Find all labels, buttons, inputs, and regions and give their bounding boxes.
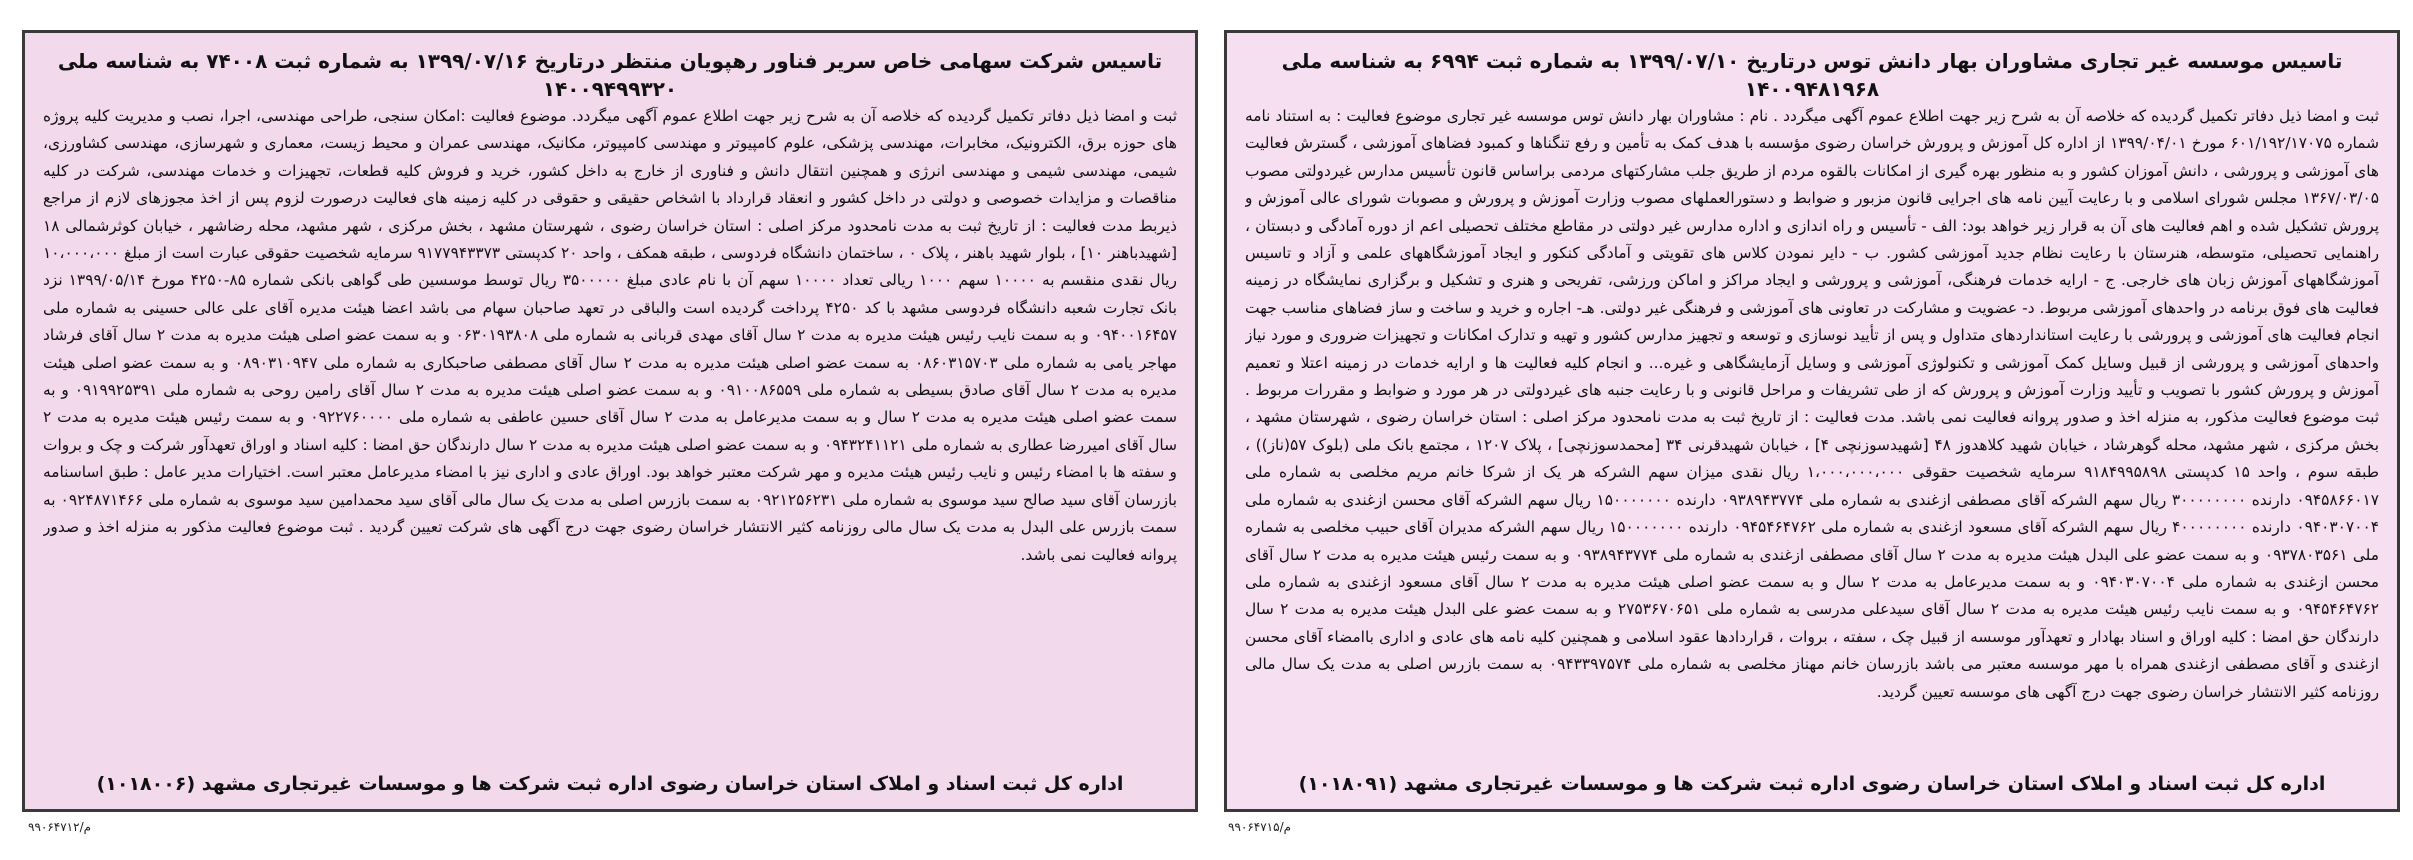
notice-left-title: تاسیس شرکت سهامی خاص سریر فناور رهپویان منتظر درتاریخ ۱۳۹۹/۰۷/۱۶ به شماره ثبت ۷۴۰۰۸ به شناسه ملی ۱۴۰۰۹۴۹۹۳۲۰ (57, 49, 1163, 101)
page-code-left: م/۹۹۰۶۴۷۱۲ (28, 820, 92, 834)
notice-right-body: ثبت و امضا ذیل دفاتر تکمیل گردیده که خلاصه آن به شرح زیر جهت اطلاع عموم آگهی میگردد . نام : مشاوران بهار دانش توس موسسه غیر تجاری موضوع فعالیت : به استناد نامه شماره ۶۰۱/۱۹۲/۱۷۰۷۵ مورخ ۱۳۹۹/۰۴/۰۱ از اداره کل آموزش و پرورش خراسان رضوی مؤسسه با هدف کمک به تأمین و رفع تنگناها و کمبود فضاهای آموزشی ، گسترش فعالیت های آموزشی و پرورشی ، دانش آموزان کشور و به منظور بهره گیری از امکانات بالقوه مردم از طریق جلب مشارکتهای مردمی براساس قانون تأسیس مدارس غیردولتی مصوب ۱۳۶۷/۰۳/۰۵ مجلس شورای اسلامی و با رعایت آیین نامه های اجرایی قانون مزبور و ضوابط و دستورالعملهای مصوب وزارت آموزش و پرورش و مصوبات شورای عالی آموزش و پرورش تشکیل شده و اهم فعالیت های آن به قرار زیر خواهد بود: الف - تأسیس و راه اندازی و اداره مدارس غیر دولتی در مقاطع مختلف تحصیلی اعم از دوره آمادگی و دبستان ، راهنمایی تحصیلی، متوسطه، هنرستان با رعایت نظام جدید آموزشی کشور. ب - دایر نمودن کلاس های تقویتی و آمادگی کنکور و ایجاد آموزشگاههای علمی و آزاد و تاسیس آموزشگاههای آموزش زبان های خارجی. ج - ارایه خدمات فرهنگی، آموزشی و پرورشی و ایجاد مراکز و اماکن ورزشی، تفریحی و هنری و تشکیل و برگزاری نمایشگاه در زمینه فعالیت های فوق برنامه در واحدهای آموزشی مربوط. د- عضویت و مشارکت در تعاونی های آموزشی و فرهنگی غیر دولتی. هـ- اجاره و خرید و ساخت و ساز فضاهای مناسب جهت انجام فعالیت های آموزشی و پرورشی با رعایت استانداردهای متداول و پس از تأیید نوسازی و توسعه و تجهیز مدارس کشور و تهیه و تدارک امکانات و تجهیزات ضروری و مورد نیاز واحدهای آموزشی و پرورشی از قبیل وسایل کمک آموزشی و تکنولوژی آموزشی و وسایل آزمایشگاهی و غیره... و انجام کلیه فعالیت ها و ارایه خدمات در زمینه اعتلا و تعمیم آموزش و پرورش کشور با تصویب و تأیید وزارت آموزش و پرورش که از طی تشریفات و مراحل قانونی و با رعایت جنبه های غیردولتی در هر مورد و ضوابط و مقررات مربوط . ثبت موضوع فعالیت مذکور، به منزله اخذ و صدور پروانه فعالیت نمی باشد. مدت فعالیت : از تاریخ ثبت به مدت نامحدود مرکز اصلی : استان خراسان رضوی ، شهرستان مشهد ، بخش مرکزی ، شهر مشهد، محله گوهرشاد ، خیابان شهید کلاهدوز ۴۸ [شهیدسوزنچی ۴] ، خیابان شهیدقرنی ۳۴ [محمدسوزنچی] ، پلاک ۱۲۰۷ ، مجتمع بانک ملی (بلوک ۵۷(ناز)) ، طبقه سوم ، واحد ۱۵ کدپستی ۹۱۸۴۹۹۵۸۹۸ سرمایه شخصیت حقوقی ۱،۰۰۰،۰۰۰،۰۰۰ ریال نقدی میزان سهم الشرکه هر یک از شرکا خانم مریم مخلصی به شماره ملی ۰۹۴۵۸۶۶۰۱۷ دارنده ۳۰۰۰۰۰۰۰۰ ریال سهم الشرکه آقای مصطفی ازغندی به شماره ملی ۰۹۳۸۹۴۳۷۷۴ دارنده ۱۵۰۰۰۰۰۰۰ ریال سهم الشرکه آقای محسن ازغندی به شماره ملی ۰۹۴۰۳۰۷۰۰۴ دارنده ۴۰۰۰۰۰۰۰۰ ریال سهم الشرکه آقای مسعود ازغندی به شماره ملی ۰۹۴۵۴۶۴۷۶۲ دارنده ۱۵۰۰۰۰۰۰۰ ریال سهم الشرکه مدیران آقای حبیب مخلصی به شماره ملی ۰۹۳۷۸۰۳۵۶۱ و به سمت عضو علی البدل هیئت مدیره به مدت ۲ سال آقای مصطفی ازغندی به شماره ملی ۰۹۳۸۹۴۳۷۷۴ و به سمت رئیس هیئت مدیره به مدت ۲ سال آقای محسن ازغندی به شماره ملی ۰۹۴۰۳۰۷۰۰۴ و به سمت مدیرعامل به مدت ۲ سال و به سمت عضو اصلی هیئت مدیره به مدت ۲ سال آقای مسعود ازغندی به شماره ملی ۰۹۴۵۴۶۴۷۶۲ و به سمت نایب رئیس هیئت مدیره به مدت ۲ سال آقای سیدعلی مدرسی به شماره ملی ۲۷۵۳۶۷۰۶۵۱ و به سمت عضو علی البدل هیئت مدیره به مدت ۲ سال دارندگان حق امضا : کلیه اوراق و اسناد بهادار و تعهدآور موسسه از قبیل چک ، سفته ، بروات ، قراردادها عقود اسلامی و همچنین کلیه نامه های عادی و اداری باامضاء آقای محسن ازغندی و آقای مصطفی ازغندی همراه با مهر موسسه معتبر می باشد بازرسان خانم مهناز مخلصی به شماره ملی ۰۹۴۳۳۹۷۵۷۴ به سمت بازرس اصلی به مدت یک سال مالی روزنامه کثیر الانتشار خراسان رضوی جهت درج آگهی های موسسه تعیین گردید. (1245, 107, 2379, 701)
notice-right-title: تاسیس موسسه غیر تجاری مشاوران بهار دانش توس درتاریخ ۱۳۹۹/۰۷/۱۰ به شماره ثبت ۶۹۹۴ به شناسه ملی ۱۴۰۰۹۴۸۱۹۶۸ (1281, 49, 2343, 101)
notice-right-footer: اداره کل ثبت اسناد و املاک استان خراسان رضوی اداره ثبت شرکت ها و موسسات غیرتجاری مشهد (۱۰۱۸۰۹۱) (1298, 773, 2326, 795)
notice-left-footer: اداره کل ثبت اسناد و املاک استان خراسان رضوی اداره ثبت شرکت ها و موسسات غیرتجاری مشهد (۱۰۱۸۰۰۶) (96, 773, 1124, 795)
notice-right (1224, 30, 2400, 812)
notice-left-body: ثبت و امضا ذیل دفاتر تکمیل گردیده که خلاصه آن به شرح زیر جهت اطلاع عموم آگهی میگردد. موضوع فعالیت :امکان سنجی، طراحی مهندسی، اجرا، نصب و مدیریت کلیه پروژه های حوزه برق، الکترونیک، مخابرات، مهندسی پزشکی، علوم کامپیوتر و مهندسی کامپیوتر، مکانیک، مهندسی عمران و محیط زیست، معماری و شهرسازی، مهندسی کشاورزی، شیمی، مهندسی شیمی و مهندسی انرژی و همچنین انتقال دانش و فناوری از خارج به داخل کشور، خرید و فروش کلیه قطعات، تجهیزات و خدمات مهندسی، شرکت در کلیه مناقصات و مزایدات خصوصی و دولتی در داخل کشور و انعقاد قرارداد با اشخاص حقیقی و حقوقی در کلیه زمینه های فعالیت درصورت لزوم پس از اخذ مجوزهای لازم از مراجع ذیربط مدت فعالیت : از تاریخ ثبت به مدت نامحدود مرکز اصلی : استان خراسان رضوی ، شهرستان مشهد ، بخش مرکزی ، شهر مشهد، محله رضاشهر ، خیابان کوثرشمالی ۱۸ [شهیدباهنر ۱۰] ، بلوار شهید باهنر ، پلاک ۰ ، ساختمان دانشگاه فردوسی ، طبقه همکف ، واحد ۲۰ کدپستی ۹۱۷۷۹۴۳۳۷۳ سرمایه شخصیت حقوقی عبارت است از مبلغ ۱۰،۰۰۰،۰۰۰ ریال نقدی منقسم به ۱۰۰۰۰ سهم ۱۰۰۰ ریالی تعداد ۱۰۰۰۰ سهم آن با نام عادی مبلغ ۳۵۰۰۰۰۰ ریال توسط موسسین طی گواهی بانکی شماره ۸۵-۴۲۵۰ مورخ ۱۳۹۹/۰۵/۱۴ نزد بانک تجارت شعبه دانشگاه فردوسی مشهد با کد ۴۲۵۰ پرداخت گردیده است والباقی در تعهد صاحبان سهام می باشد اعضا هیئت مدیره آقای علی عالی حسینی به شماره ملی ۰۹۴۰۰۱۶۴۵۷ و به سمت نایب رئیس هیئت مدیره به مدت ۲ سال آقای مهدی قربانی به شماره ملی ۰۶۳۰۱۹۳۸۰۸ و به سمت عضو اصلی هیئت مدیره به مدت ۲ سال آقای فرشاد مهاجر یامی به شماره ملی ۰۸۶۰۳۱۵۷۰۳ به سمت عضو اصلی هیئت مدیره به مدت ۲ سال آقای مصطفی صاحبکاری به شماره ملی ۰۸۹۰۳۱۰۹۴۷ و به سمت عضو اصلی هیئت مدیره به مدت ۲ سال آقای صادق بسیطی به شماره ملی ۰۹۱۰۰۸۶۵۵۹ و به سمت عضو اصلی هیئت مدیره به مدت ۲ سال آقای رامین روحی به شماره ملی ۰۹۱۹۹۲۵۳۹۱ و به سمت عضو اصلی هیئت مدیره به مدت ۲ سال و به سمت مدیرعامل به مدت ۲ سال آقای حسین عاطفی به شماره ملی ۰۹۲۲۷۶۰۰۰۰ و به سمت رئیس هیئت مدیره به مدت ۲ سال آقای امیررضا عطاری به شماره ملی ۰۹۴۳۲۴۱۱۲۱ و به سمت عضو اصلی هیئت مدیره به مدت ۲ سال دارندگان حق امضا : کلیه اسناد و اوراق تعهدآور شرکت و چک و بروات و سفته ها با امضاء رئیس و نایب رئیس هیئت مدیره و مهر شرکت معتبر خواهد بود. اوراق عادی و اداری نیز با امضاء مدیرعامل معتبر است. اختیارات مدیر عامل : طبق اساسنامه بازرسان آقای سید صالح سید موسوی به شماره ملی ۰۹۲۱۲۵۶۲۳۱ به سمت بازرس اصلی به مدت یک سال مالی آقای سید محمدامین سید موسوی به شماره ملی ۰۹۲۴۸۷۱۴۶۶ به سمت بازرس علی البدل به مدت یک سال مالی روزنامه کثیر الانتشار خراسان رضوی جهت درج آگهی های شرکت تعیین گردید . ثبت موضوع فعالیت مذکور به منزله اخذ و صدور پروانه فعالیت نمی باشد. (43, 107, 1177, 564)
notice-left (22, 30, 1198, 812)
page-code-right: م/۹۹۰۶۴۷۱۵ (1228, 820, 1292, 834)
